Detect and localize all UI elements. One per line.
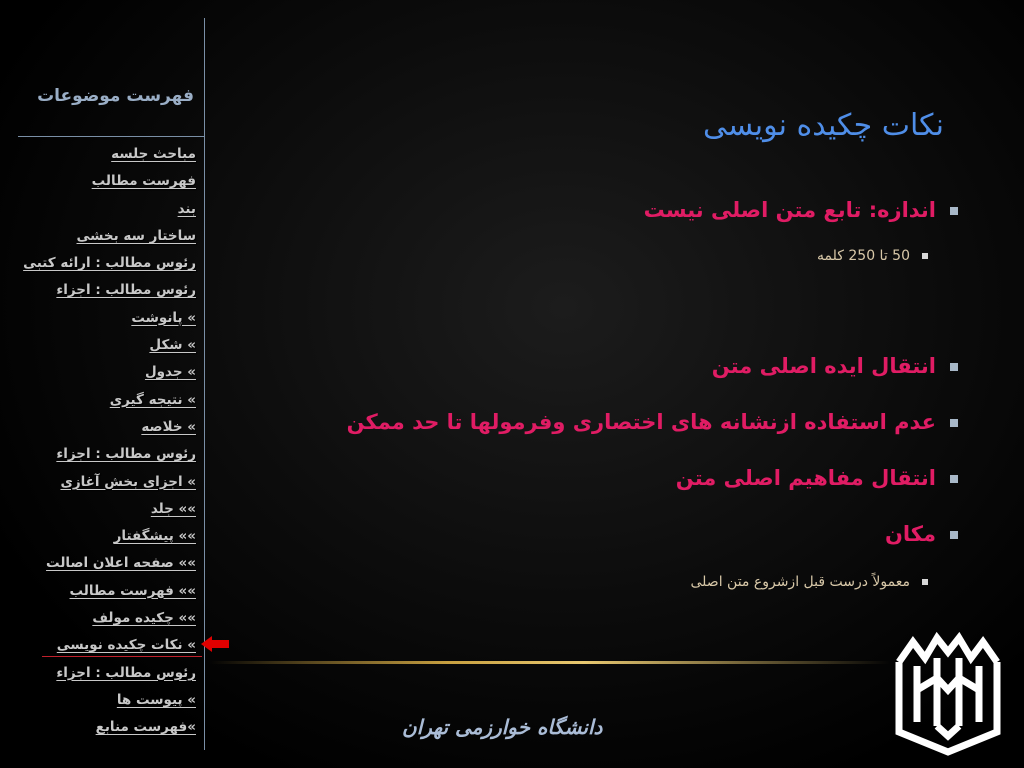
toc-item-author-abstract[interactable]: »» چکیده مولف (92, 610, 196, 627)
toc-item-written-presentation[interactable]: رئوس مطالب : ارائه کتبی (23, 255, 196, 272)
toc-item-references[interactable]: »فهرست منابع (95, 719, 196, 736)
toc-item-appendices[interactable]: » پیوست ها (116, 691, 196, 708)
toc-item-originality-page[interactable]: »» صفحه اعلان اصالت (46, 555, 196, 572)
bullet-square-icon (950, 207, 958, 215)
toc-item-cover[interactable]: »» جلد (150, 500, 196, 517)
bullet-main-idea (712, 354, 958, 378)
bullet-square-icon (950, 363, 958, 371)
toc-item-conclusion[interactable]: » نتیجه گیری (109, 391, 196, 408)
bullet-size (644, 198, 958, 222)
bullet-no-abbreviations-text: عدم استفاده ازنشانه های اختصاری وفرمولها تا حد ممکن (346, 410, 936, 434)
bullet-main-concepts-text: انتقال مفاهیم اصلی متن (675, 466, 936, 490)
bullet-no-abbreviations (347, 410, 958, 434)
toc-item-front-matter[interactable]: » اجزای بخش آغازی (60, 473, 196, 490)
bullet-location-sub-text: معمولاً درست قبل ازشروع متن اصلی (690, 574, 910, 590)
sidebar-toc (0, 0, 206, 768)
sub-bullet-square-icon (922, 579, 928, 585)
sidebar-divider (18, 136, 205, 137)
toc-item-footnote[interactable]: » پانوشت (131, 309, 196, 326)
bullet-size-sub-text: 50 تا 250 کلمه (817, 248, 910, 264)
bullet-location-sub (691, 574, 929, 590)
toc-list (6, 142, 196, 743)
toc-item-preface[interactable]: »» پیشگفتار (113, 528, 196, 545)
bullet-square-icon (950, 419, 958, 427)
slide-title: نکات چکیده نویسی (703, 108, 944, 143)
bullet-size-sub (817, 248, 928, 264)
footer-divider (210, 661, 890, 664)
toc-item-components-1[interactable]: رئوس مطالب : اجزاء (56, 282, 196, 299)
bullet-location (885, 522, 958, 546)
university-logo-icon (891, 628, 1005, 756)
bullet-square-icon (950, 531, 958, 539)
toc-item-summary[interactable]: » خلاصه (141, 418, 196, 435)
university-name: دانشگاه خوارزمی تهران (402, 715, 603, 739)
toc-item-abstract-writing-tips-current[interactable]: » نکات چکیده نویسی (56, 637, 196, 654)
toc-item-paragraph[interactable]: بند (177, 200, 196, 217)
bullet-main-idea-text: انتقال ایده اصلی متن (711, 354, 936, 378)
toc-item-table[interactable]: » جدول (144, 364, 196, 381)
sidebar-title: فهرست موضوعات (37, 86, 194, 106)
toc-item-components-2[interactable]: رئوس مطالب : اجزاء (56, 446, 196, 463)
toc-item-figure[interactable]: » شکل (149, 337, 196, 354)
arrow-left-icon (201, 636, 231, 652)
bullet-location-text: مکان (884, 522, 936, 546)
bullet-size-text: اندازه: تابع متن اصلی نیست (643, 198, 936, 222)
current-item-underline (42, 656, 202, 657)
bullet-main-concepts (676, 466, 958, 490)
toc-item-components-3[interactable]: رئوس مطالب : اجزاء (56, 664, 196, 681)
toc-item-table-of-contents[interactable]: فهرست مطالب (91, 173, 196, 190)
toc-item-contents-list[interactable]: »» فهرست مطالب (69, 582, 196, 599)
sub-bullet-square-icon (922, 253, 928, 259)
toc-item-three-part-structure[interactable]: ساختار سه بخشی (76, 227, 196, 244)
toc-item-session-topics[interactable]: مباحث جلسه (111, 146, 196, 162)
bullet-square-icon (950, 475, 958, 483)
